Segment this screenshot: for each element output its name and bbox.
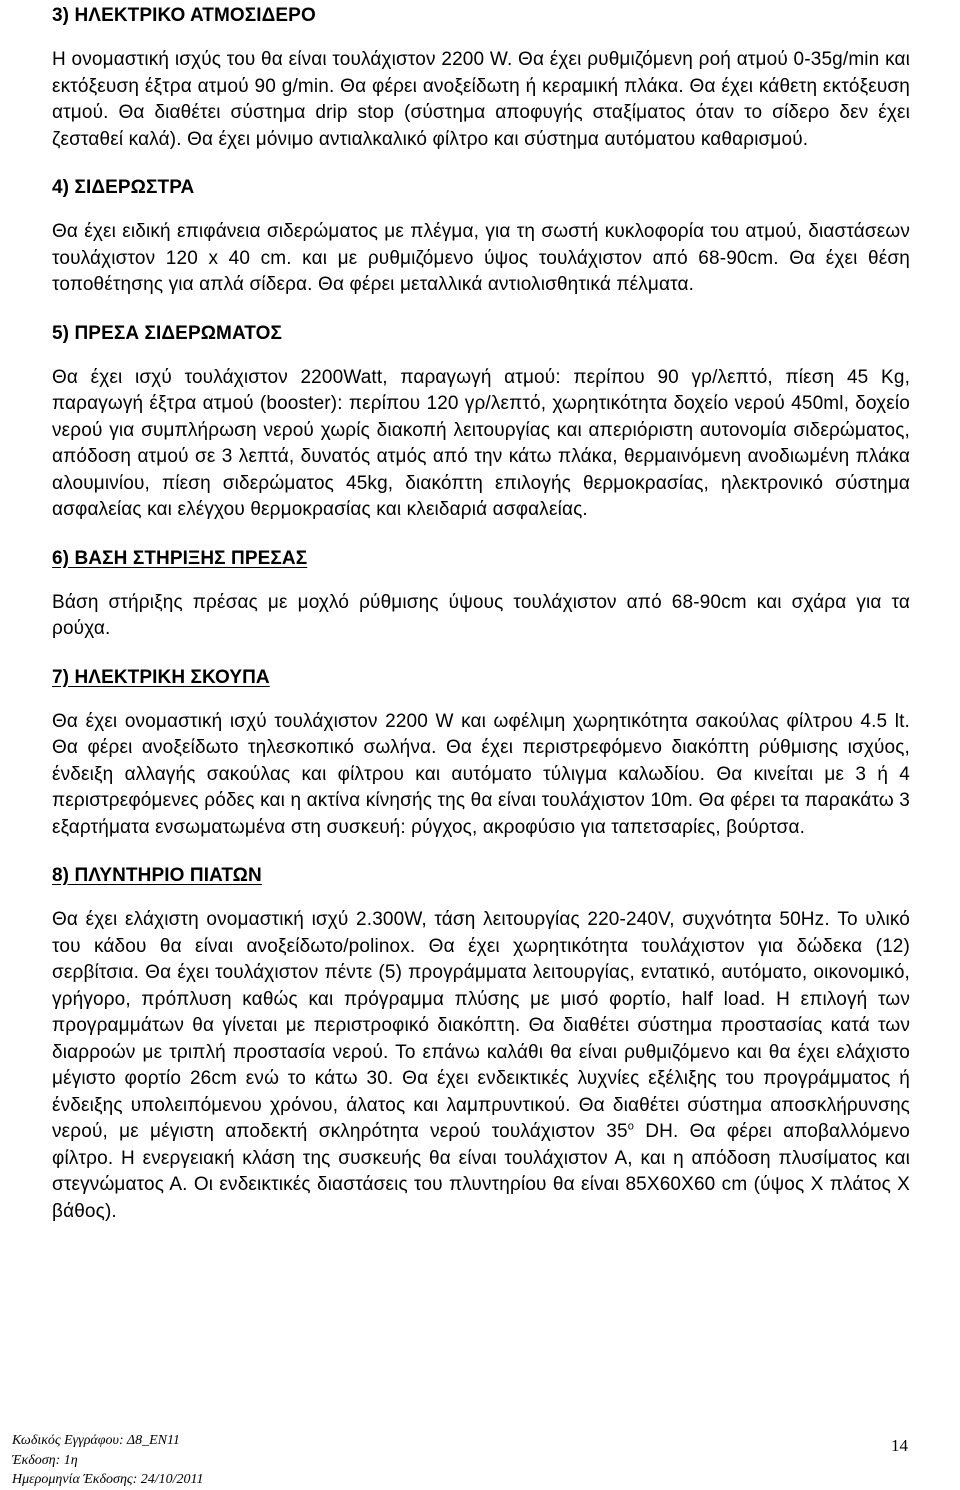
section-ironing-press: [52, 321, 910, 524]
degree-superscript: o: [627, 1120, 634, 1133]
footer-edition: Έκδοση: 1η: [12, 1452, 78, 1468]
text-line: αποδεκτή σκληρότητα νερού τουλάχιστον 35: [225, 1121, 628, 1142]
text-line: λειτουργίας, εντατικό, αυτόματο, οικονομικό, γρήγορο, πρόπλυση καθώς και: [52, 962, 910, 1010]
footer-issue-date: Ημερομηνία Έκδοσης: 24/10/2011: [12, 1472, 204, 1487]
section-text-ironing-press: [52, 365, 910, 524]
text-line: φίλτρο. Η ενεργειακή κλάση της συσκευής θα είναι τουλάχιστον Α, και η απόδοση: [52, 1147, 771, 1169]
text-line: ατμού, διαστάσεων τουλάχιστον 120 x 40 cm. και με ρυθμιζόμενο ύψος τουλάχιστον: [52, 221, 910, 269]
text-line: 45 Kg, παραγωγή έξτρα ατμού (booster): περίπου 120 γρ/λεπτό, χωρητικότητα: [52, 366, 910, 414]
section-heading-dishwasher: 8) ΠΛΥΝΤΗΡΙΟ ΠΙΑΤΩΝ: [52, 865, 262, 886]
text-line: Θα έχει ισχύ τουλάχιστον 2200Watt, παραγωγή ατμού: περίπου 90 γρ/λεπτό, πίεση: [52, 366, 835, 388]
text-line: Βάση στήριξης πρέσας με μοχλό ρύθμισης ύψους τουλάχιστον από 68-90cm και: [52, 591, 782, 613]
text-line: στη συσκευή: ρύγχος, ακροφύσιο για ταπετσαρίες, βούρτσα.: [290, 816, 806, 838]
text-line: Η ονομαστική ισχύς του θα είναι τουλάχιστον 2200 W. Θα έχει ρυθμιζόμενη ροή: [52, 49, 732, 70]
text-line: της θα είναι τουλάχιστον 10m. Θα φέρει τα παρακάτω 3 εξαρτήματα ενσωματωμένα: [52, 790, 911, 838]
text-line: φίλτρου 4.5 lt. Θα φέρει ανοξείδωτο τηλεσκοπικό σωλήνα. Θα έχει περιστρεφόμενο: [52, 710, 910, 758]
section-text-dishwasher: [52, 907, 910, 1225]
text-line: διακόπτη ρύθμισης ισχύος, ένδειξη αλλαγής σακούλας και φίλτρου και αυτόματο: [52, 737, 910, 785]
text-line: μόνιμο αντιαλκαλικό φίλτρο και σύστημα αυτόματου καθαρισμού.: [255, 128, 809, 150]
text-line: (σύστημα αποφυγής σταξίματος όταν το σίδερο δεν έχει ζεσταθεί καλά). Θα έχει: [52, 102, 910, 150]
text-line: από 68-90cm. Θα έχει θέση τοποθέτησης για απλά σίδερα. Θα φέρει μεταλλικά: [52, 247, 910, 295]
text-line: πλυσίματος και στεγνώματος Α. Οι ενδεικτικές διαστάσεις του πλυντηρίου θα είναι: [52, 1147, 910, 1195]
text-line: τουλάχιστον για δώδεκα (12) σερβίτσια. Θα έχει τουλάχιστον πέντε (5) προγράμματα: [52, 935, 910, 983]
footer-document-code: Κωδικός Εγγράφου: Δ8_ΕΝ11: [12, 1433, 180, 1448]
text-line: πίεση σιδερώματος 45kg, διακόπτη επιλογής θερμοκρασίας, ηλεκτρονικό σύστημα: [161, 472, 910, 494]
section-heading-ironing-board: 4) ΣΙΔΕΡΩΣΤΡΑ: [52, 177, 195, 198]
text-line: DH. Θα φέρει αποβαλλόμενο: [634, 1121, 910, 1142]
text-line: ατμού 0-35g/min και εκτόξευση έξτρα ατμού 90 g/min. Θα φέρει ανοξείδωτη ή: [52, 49, 910, 97]
section-heading-iron: 3) ΗΛΕΚΤΡΙΚΟ ΑΤΜΟΣΙΔΕΡΟ: [52, 5, 316, 26]
text-line: γίνεται με περιστροφικό διακόπτη. Θα διαθέτει σύστημα προστασίας κατά των: [222, 1015, 910, 1036]
text-line: έχει ελάχιστο μέγιστο φορτίο 26cm ενώ το κάτω 30. Θα έχει ενδεικτικές λυχνίες: [52, 1041, 910, 1089]
text-line: τύλιγμα καλωδίου. Θα κινείται με 3 ή 4 περιστρεφόμενες ρόδες και η ακτίνα κίνησής: [52, 763, 910, 811]
text-line: αντιολισθητικά πέλματα.: [487, 274, 695, 295]
section-heading-ironing-press: 5) ΠΡΕΣΑ ΣΙΔΕΡΩΜΑΤΟΣ: [52, 322, 282, 344]
section-heading-vacuum-cleaner: 7) ΗΛΕΚΤΡΙΚΗ ΣΚΟΥΠΑ: [52, 666, 270, 688]
text-line: Θα έχει ονομαστική ισχύ τουλάχιστον 2200 W και ωφέλιμη χωρητικότητα σακούλας: [52, 710, 779, 732]
text-line: 85Χ60Χ60 cm (ύψος Χ πλάτος Χ βάθος).: [52, 1174, 910, 1222]
section-ironing-board: [52, 175, 910, 299]
section-iron: [52, 3, 910, 153]
section-dishwasher: [52, 863, 910, 1225]
text-line: δοχείο νερού 450ml, δοχείο νερού για συμπλήρωση νερού χωρίς διακοπή: [52, 393, 910, 441]
section-text-vacuum-cleaner: [52, 709, 910, 842]
page-number: 14: [891, 1436, 908, 1455]
section-vacuum-cleaner: [52, 665, 910, 842]
text-line: ασφαλείας και ελέγχου θερμοκρασίας και κλειδαριά ασφαλείας.: [52, 499, 588, 520]
document-footer: [12, 1431, 912, 1490]
section-press-stand: [52, 546, 910, 643]
document-body: [52, 0, 910, 1225]
section-heading-press-stand: 6) ΒΑΣΗ ΣΤΗΡΙΞΗΣ ΠΡΕΣΑΣ: [52, 547, 308, 569]
text-line: πρόγραμμα πλύσης με μισό φορτίο, half load. Η επιλογή των προγραμμάτων θα: [52, 988, 910, 1036]
text-line: δυνατός ατμός από την κάτω πλάκα, θερμαινόμενη ανοδιωμένη πλάκα αλουμινίου,: [52, 446, 910, 494]
section-text-ironing-board: [52, 219, 910, 299]
section-text-press-stand: [52, 590, 910, 643]
text-line: εξέλιξης του προγράμματος ή ένδειξης υπολειπόμενου χρόνου, άλατος και: [52, 1068, 910, 1116]
section-text-iron: [52, 47, 910, 153]
text-line: κεραμική πλάκα. Θα έχει κάθετη εκτόξευση ατμού. Θα διαθέτει σύστημα drip stop: [52, 75, 910, 123]
text-line: λειτουργίας και απεριόριστη αυτονομία σιδερώματος, απόδοση ατμού σε 3 λεπτά,: [52, 419, 910, 467]
text-line: διαρροών με τριπλή προστασία νερού. Το επάνω καλάθι θα είναι ρυθμιζόμενο και θα: [52, 1041, 791, 1063]
text-line: Θα έχει ελάχιστη ονομαστική ισχύ 2.300W, τάση λειτουργίας 220-240V, συχνότητα: [52, 909, 772, 930]
text-line: σχάρα για τα ρούχα.: [52, 591, 910, 639]
text-line: λαμπρυντικού. Θα διαθέτει σύστημα αποσκλήρυνσης νερού, με μέγιστη: [52, 1094, 910, 1142]
text-line: Θα έχει ειδική επιφάνεια σιδερώματος με πλέγμα, για τη σωστή κυκλοφορία του: [52, 221, 740, 242]
text-line: 50Hz. Το υλικό του κάδου θα είναι ανοξείδωτο/polinox. Θα έχει χωρητικότητα: [52, 909, 911, 957]
